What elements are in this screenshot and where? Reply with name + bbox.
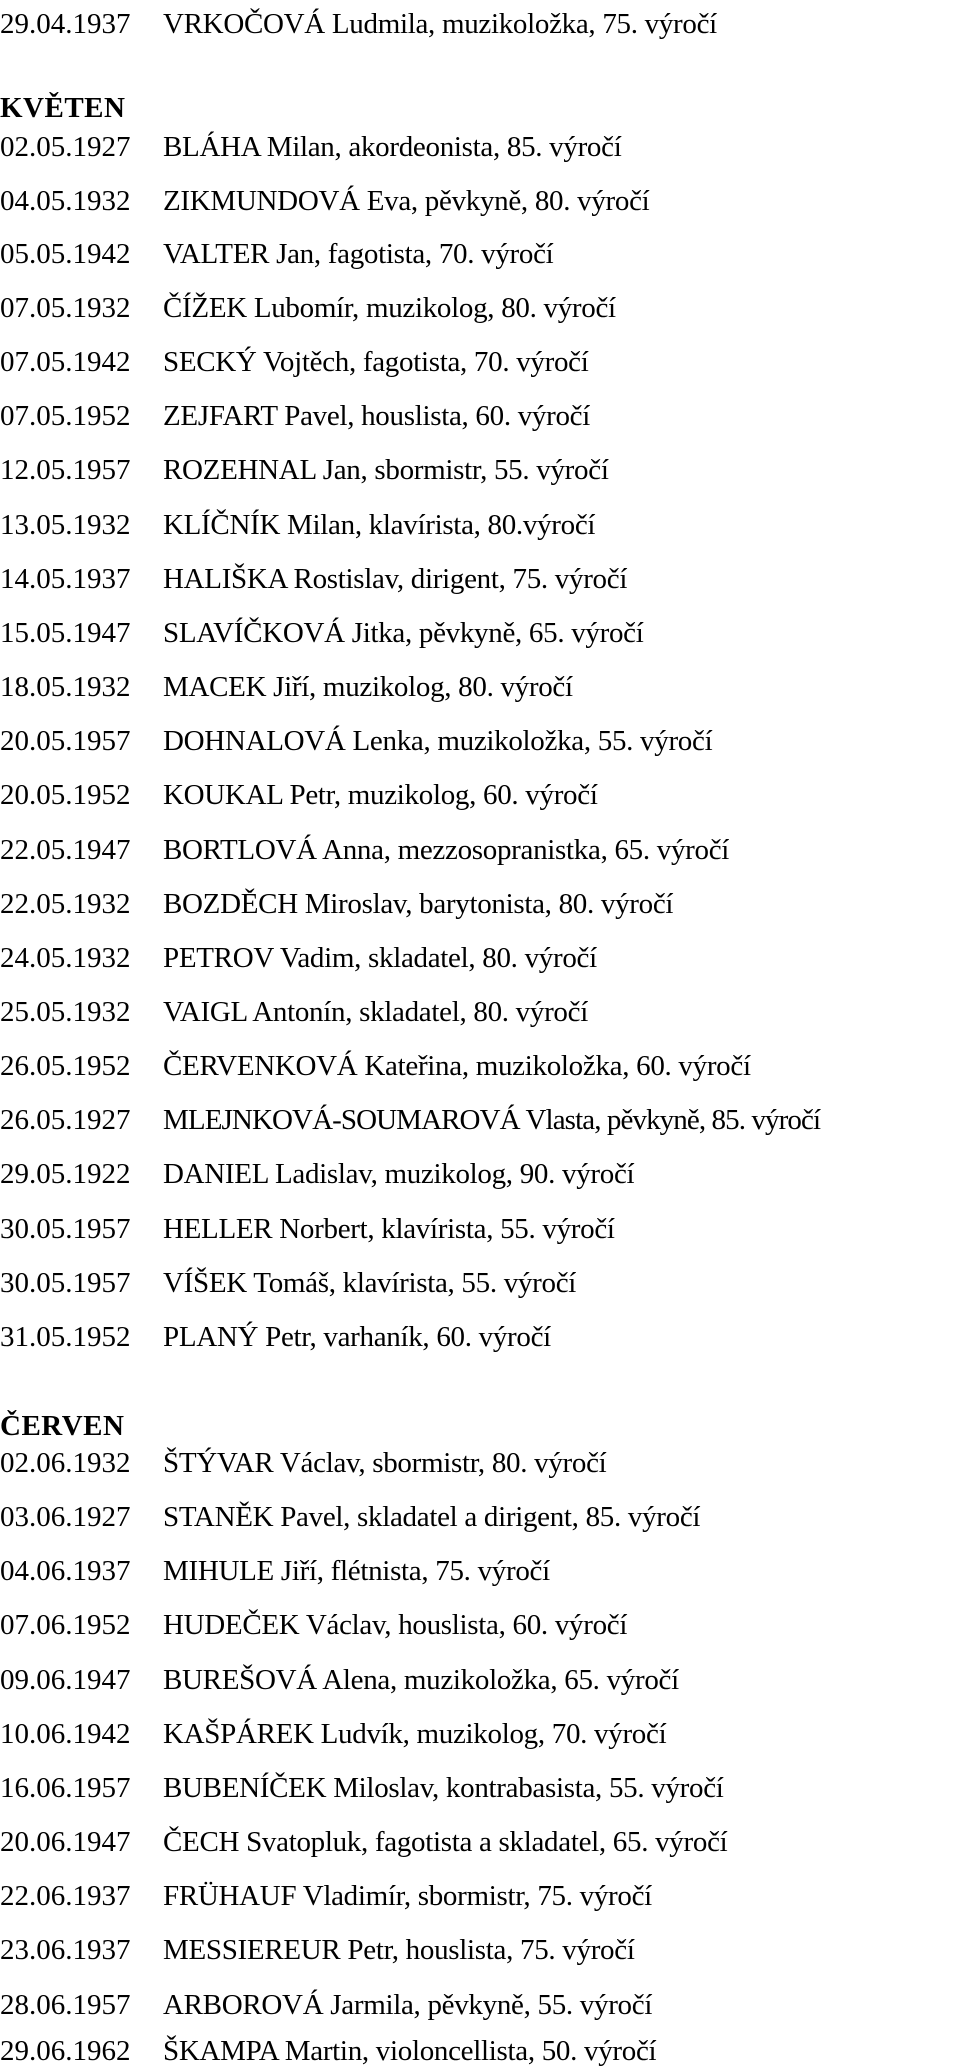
list-item	[0, 1154, 634, 1194]
list-item	[0, 450, 609, 490]
list-item	[0, 1046, 751, 1086]
entry-date: 22.05.1932	[0, 888, 131, 920]
list-item	[0, 667, 573, 707]
entry-date: 15.05.1947	[0, 617, 131, 649]
list-item	[0, 505, 595, 545]
list-item	[0, 938, 597, 978]
entry-text: ČÍŽEK Lubomír, muzikolog, 80. výročí	[163, 292, 616, 324]
entry-text: VÍŠEK Tomáš, klavírista, 55. výročí	[163, 1267, 577, 1299]
entry-text: BUREŠOVÁ Alena, muzikoložka, 65. výročí	[163, 1664, 679, 1696]
entry-text: KAŠPÁREK Ludvík, muzikolog, 70. výročí	[163, 1718, 667, 1750]
list-item	[0, 1876, 652, 1916]
entry-date: 09.06.1947	[0, 1664, 131, 1696]
entry-text: HALIŠKA Rostislav, dirigent, 75. výročí	[163, 563, 628, 595]
entry-date: 02.06.1932	[0, 1447, 131, 1479]
entry-text: ROZEHNAL Jan, sbormistr, 55. výročí	[163, 454, 609, 486]
list-item	[0, 1768, 724, 1808]
list-item	[0, 181, 649, 221]
entry-date: 26.05.1927	[0, 1104, 131, 1136]
entry-text: SLAVÍČKOVÁ Jitka, pěvkyně, 65. výročí	[163, 617, 644, 649]
entry-text: VALTER Jan, fagotista, 70. výročí	[163, 238, 554, 270]
list-item	[0, 2031, 656, 2071]
entry-text: KLÍČNÍK Milan, klavírista, 80.výročí	[163, 509, 596, 541]
list-item	[0, 721, 712, 761]
entry-date: 07.05.1942	[0, 346, 131, 378]
entry-date: 18.05.1932	[0, 671, 131, 703]
entry-text: VAIGL Antonín, skladatel, 80. výročí	[163, 996, 588, 1028]
list-item	[0, 884, 673, 924]
entry-date: 20.06.1947	[0, 1826, 131, 1858]
entry-date: 20.05.1952	[0, 779, 131, 811]
entry-text: DANIEL Ladislav, muzikolog, 90. výročí	[163, 1158, 635, 1190]
entry-date: 07.05.1932	[0, 292, 131, 324]
entry-text: ČERVENKOVÁ Kateřina, muzikoložka, 60. výročí	[163, 1050, 751, 1082]
entry-text: ŠTÝVAR Václav, sbormistr, 80. výročí	[163, 1447, 607, 1479]
entry-text: MESSIEREUR Petr, houslista, 75. výročí	[163, 1934, 635, 1966]
list-item	[0, 1209, 615, 1249]
entry-date: 24.05.1932	[0, 942, 131, 974]
list-item	[0, 1930, 635, 1970]
entry-text: ARBOROVÁ Jarmila, pěvkyně, 55. výročí	[163, 1989, 653, 2021]
entry-text: ŠKAMPA Martin, violoncellista, 50. výročí	[163, 2035, 657, 2067]
entry-date: 29.06.1962	[0, 2035, 131, 2067]
entry-text: STANĚK Pavel, skladatel a dirigent, 85. výročí	[163, 1501, 701, 1533]
list-item	[0, 613, 644, 653]
list-item	[0, 1443, 606, 1483]
list-item	[0, 1263, 576, 1303]
entry-text: MIHULE Jiří, flétnista, 75. výročí	[163, 1555, 550, 1587]
entry-text: BOZDĚCH Miroslav, barytonista, 80. výročí	[163, 888, 674, 920]
entry-text: BORTLOVÁ Anna, mezzosopranistka, 65. výročí	[163, 834, 730, 866]
list-item	[0, 992, 588, 1032]
entry-text: HELLER Norbert, klavírista, 55. výročí	[163, 1213, 615, 1245]
entry-date: 16.06.1957	[0, 1772, 131, 1804]
entry-date: 20.05.1957	[0, 725, 131, 757]
entry-date: 23.06.1937	[0, 1934, 131, 1966]
list-item	[0, 830, 729, 870]
entry-date: 30.05.1957	[0, 1267, 131, 1299]
list-item	[0, 1822, 727, 1862]
list-item	[0, 1551, 550, 1591]
list-item	[0, 4, 717, 44]
list-item	[0, 342, 589, 382]
entry-date: 13.05.1932	[0, 509, 131, 541]
list-item	[0, 1317, 551, 1357]
entry-date: 25.05.1932	[0, 996, 131, 1028]
entry-text: DOHNALOVÁ Lenka, muzikoložka, 55. výročí	[163, 725, 713, 757]
entry-text: KOUKAL Petr, muzikolog, 60. výročí	[163, 779, 598, 811]
entry-date: 28.06.1957	[0, 1989, 131, 2021]
entry-date: 12.05.1957	[0, 454, 131, 486]
entry-date: 04.06.1937	[0, 1555, 131, 1587]
entry-text: MACEK Jiří, muzikolog, 80. výročí	[163, 671, 573, 703]
list-item	[0, 1985, 652, 2025]
section-heading-kveten: KVĚTEN	[0, 92, 126, 124]
entry-text: HUDEČEK Václav, houslista, 60. výročí	[163, 1609, 628, 1641]
entry-date: 26.05.1952	[0, 1050, 131, 1082]
list-item	[0, 775, 598, 815]
list-item	[0, 127, 621, 167]
entry-text: SECKÝ Vojtěch, fagotista, 70. výročí	[163, 346, 589, 378]
entry-text: BUBENÍČEK Miloslav, kontrabasista, 55. výročí	[163, 1772, 724, 1804]
entry-date: 02.05.1927	[0, 131, 131, 163]
entry-text: ZEJFART Pavel, houslista, 60. výročí	[163, 400, 591, 432]
entry-date: 10.06.1942	[0, 1718, 131, 1750]
entry-date: 04.05.1932	[0, 185, 131, 217]
list-item	[0, 396, 590, 436]
entry-text: VRKOČOVÁ Ludmila, muzikoložka, 75. výročí	[163, 8, 717, 40]
list-item	[0, 1497, 700, 1537]
entry-date: 05.05.1942	[0, 238, 131, 270]
list-item	[0, 1660, 679, 1700]
list-item	[0, 288, 616, 328]
entry-date: 30.05.1957	[0, 1213, 131, 1245]
entry-text: PETROV Vadim, skladatel, 80. výročí	[163, 942, 597, 974]
list-item	[0, 559, 627, 599]
list-item	[0, 234, 553, 274]
entry-date: 29.04.1937	[0, 8, 131, 40]
entry-date: 14.05.1937	[0, 563, 131, 595]
entry-date: 03.06.1927	[0, 1501, 131, 1533]
entry-text: MLEJNKOVÁ-SOUMAROVÁ Vlasta, pěvkyně, 85. výročí	[163, 1104, 821, 1136]
list-item	[0, 1605, 627, 1645]
section-heading-cerven: ČERVEN	[0, 1410, 125, 1442]
entry-text: ČECH Svatopluk, fagotista a skladatel, 65. výročí	[163, 1826, 728, 1858]
list-item	[0, 1714, 666, 1754]
entry-date: 07.06.1952	[0, 1609, 131, 1641]
entry-text: ZIKMUNDOVÁ Eva, pěvkyně, 80. výročí	[163, 185, 650, 217]
entry-date: 07.05.1952	[0, 400, 131, 432]
entry-text: BLÁHA Milan, akordeonista, 85. výročí	[163, 131, 622, 163]
entry-date: 29.05.1922	[0, 1158, 131, 1190]
entry-date: 22.06.1937	[0, 1880, 131, 1912]
list-item	[0, 1100, 820, 1140]
entry-date: 22.05.1947	[0, 834, 131, 866]
entry-text: PLANÝ Petr, varhaník, 60. výročí	[163, 1321, 551, 1353]
entry-date: 31.05.1952	[0, 1321, 131, 1353]
entry-text: FRÜHAUF Vladimír, sbormistr, 75. výročí	[163, 1880, 652, 1912]
